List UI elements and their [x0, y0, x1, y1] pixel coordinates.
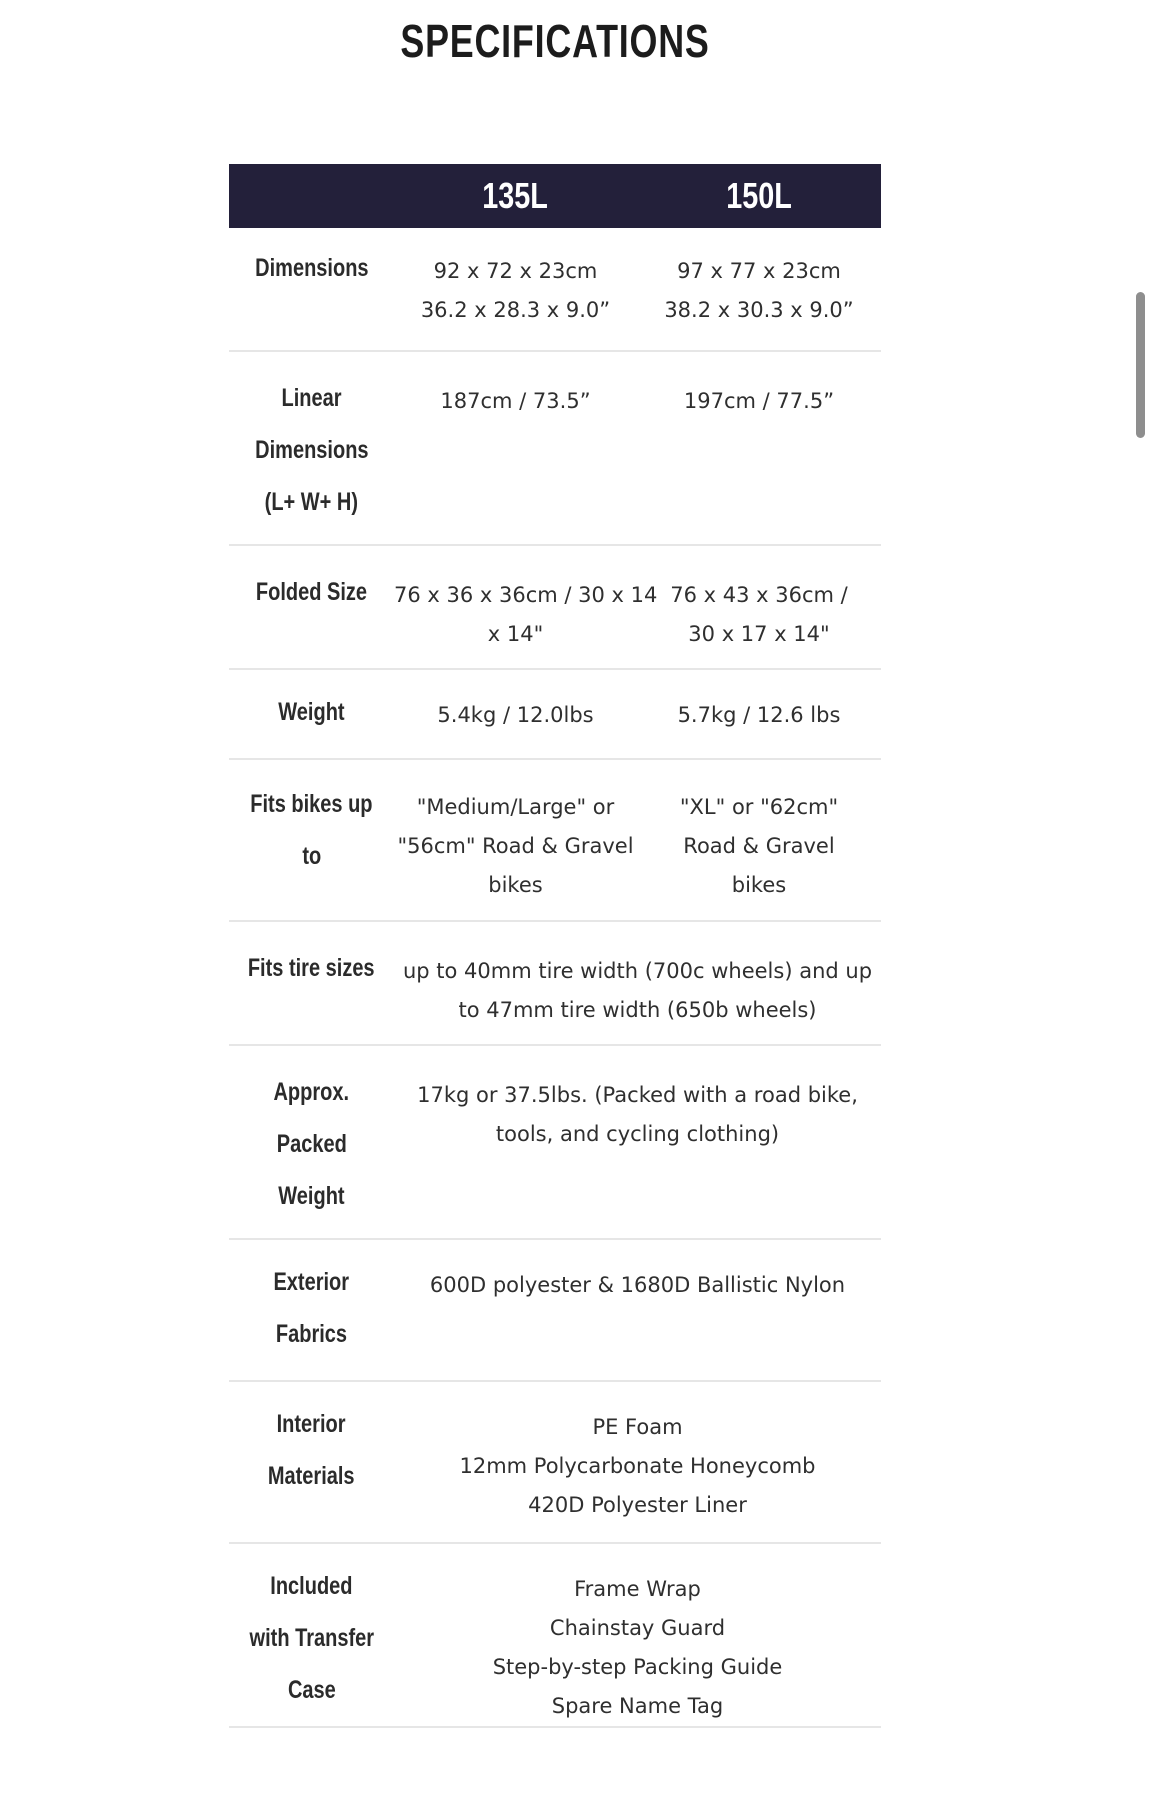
spec-value-150l	[637, 545, 881, 669]
spec-value-150l	[637, 759, 881, 921]
spec-value-shared	[394, 1045, 881, 1239]
table-row	[229, 1239, 881, 1381]
spec-value-135l-line: "Medium/Large" or	[416, 795, 615, 819]
spec-value-150l	[637, 669, 881, 759]
spec-value-135l	[394, 669, 637, 759]
spec-label-line: Fits bikes up	[250, 790, 373, 818]
spec-label-line: Materials	[268, 1462, 355, 1490]
table-row	[229, 1381, 881, 1543]
spec-label-line: (L+ W+ H)	[264, 488, 359, 516]
spec-label-line: Linear	[281, 384, 342, 412]
header-empty-cell	[229, 164, 394, 228]
spec-value-135l-line: bikes	[488, 873, 543, 897]
spec-value-135l	[394, 545, 658, 669]
spec-label-line: Folded Size	[255, 578, 368, 606]
spec-label	[229, 759, 394, 921]
spec-label	[229, 1045, 394, 1239]
spec-value-150l-line: 76 x 43 x 36cm /	[670, 583, 848, 607]
spec-value-135l-line: x 14"	[487, 622, 544, 646]
spec-value-150l	[637, 228, 881, 351]
scrollbar-thumb[interactable]	[1136, 292, 1145, 438]
table-row	[229, 921, 881, 1045]
table-row	[229, 351, 881, 545]
spec-label-line: Interior	[277, 1410, 346, 1438]
spec-label	[229, 545, 394, 669]
table-row	[229, 1045, 881, 1239]
spec-value-shared-line: 600D polyester & 1680D Ballistic Nylon	[429, 1273, 846, 1297]
spec-value-shared	[394, 1381, 881, 1543]
page-title: SPECIFICATIONS	[400, 15, 710, 67]
specifications-table	[229, 164, 881, 1728]
spec-value-shared-line: 17kg or 37.5lbs. (Packed with a road bike,	[417, 1083, 858, 1107]
spec-label	[229, 1543, 394, 1727]
spec-label	[229, 1239, 394, 1381]
spec-label-line: Dimensions	[254, 254, 369, 282]
spec-label-line: Included	[270, 1572, 353, 1600]
spec-value-150l-line: 197cm / 77.5”	[683, 389, 835, 413]
spec-value-shared-line: to 47mm tire width (650b wheels)	[458, 998, 817, 1022]
spec-value-135l-line: 92 x 72 x 23cm	[433, 259, 598, 283]
spec-value-135l-line: 187cm / 73.5”	[440, 389, 591, 413]
spec-value-150l-line: 5.7kg / 12.6 lbs	[677, 703, 841, 727]
spec-value-135l-line: 36.2 x 28.3 x 9.0”	[420, 298, 611, 322]
spec-value-150l-line: 38.2 x 30.3 x 9.0”	[664, 298, 854, 322]
spec-value-135l	[394, 759, 637, 921]
table-header-row	[229, 164, 881, 228]
spec-label	[229, 228, 394, 351]
spec-value-shared	[394, 921, 881, 1045]
spec-label	[229, 1381, 394, 1543]
spec-value-150l-line: 97 x 77 x 23cm	[677, 259, 841, 283]
spec-value-150l-line: "XL" or "62cm"	[679, 795, 839, 819]
spec-value-135l-line: 76 x 36 x 36cm / 30 x 14	[394, 583, 658, 607]
header-150l: 150L	[637, 164, 881, 228]
spec-label-line: Fabrics	[275, 1320, 348, 1348]
spec-value-135l-line: "56cm" Road & Gravel	[397, 834, 634, 858]
spec-value-shared-line: Chainstay Guard	[549, 1616, 726, 1640]
spec-label-line: with Transfer	[249, 1624, 374, 1652]
table-row	[229, 228, 881, 351]
spec-label-line: to	[302, 842, 321, 870]
spec-label	[229, 921, 394, 1045]
spec-label-line: Dimensions	[254, 436, 369, 464]
spec-value-shared-line: up to 40mm tire width (700c wheels) and up	[402, 959, 873, 983]
spec-value-shared-line: tools, and cycling clothing)	[495, 1122, 780, 1146]
spec-value-150l	[637, 351, 881, 545]
spec-value-135l-line: 5.4kg / 12.0lbs	[437, 703, 594, 727]
spec-label-line: Fits tire sizes	[248, 954, 375, 982]
spec-value-shared	[394, 1543, 881, 1727]
table-row	[229, 1543, 881, 1727]
spec-label	[229, 669, 394, 759]
table-row	[229, 669, 881, 759]
spec-value-shared-line: 420D Polyester Liner	[528, 1493, 747, 1517]
spec-value-shared-line: PE Foam	[592, 1415, 683, 1439]
spec-value-150l-line: 30 x 17 x 14"	[688, 622, 830, 646]
spec-value-135l	[394, 351, 637, 545]
spec-value-shared-line: Frame Wrap	[574, 1577, 701, 1601]
table-row	[229, 759, 881, 921]
table-row	[229, 545, 881, 669]
spec-value-shared-line: 12mm Polycarbonate Honeycomb	[459, 1454, 816, 1478]
spec-label-line: Weight	[278, 698, 345, 726]
spec-label-line: Exterior	[273, 1268, 350, 1296]
spec-value-shared	[394, 1239, 881, 1381]
spec-label-line: Case	[287, 1676, 336, 1704]
spec-label-line: Approx.	[273, 1078, 350, 1106]
spec-value-150l-line: bikes	[731, 873, 787, 897]
spec-value-135l	[394, 228, 637, 351]
spec-value-shared-line: Step-by-step Packing Guide	[492, 1655, 783, 1679]
spec-label	[229, 351, 394, 545]
spec-value-shared-line: Spare Name Tag	[551, 1694, 724, 1718]
spec-label-line: Packed	[276, 1130, 347, 1158]
header-135l: 135L	[394, 164, 637, 228]
spec-value-150l-line: Road & Gravel	[683, 834, 835, 858]
spec-label-line: Weight	[278, 1182, 345, 1210]
